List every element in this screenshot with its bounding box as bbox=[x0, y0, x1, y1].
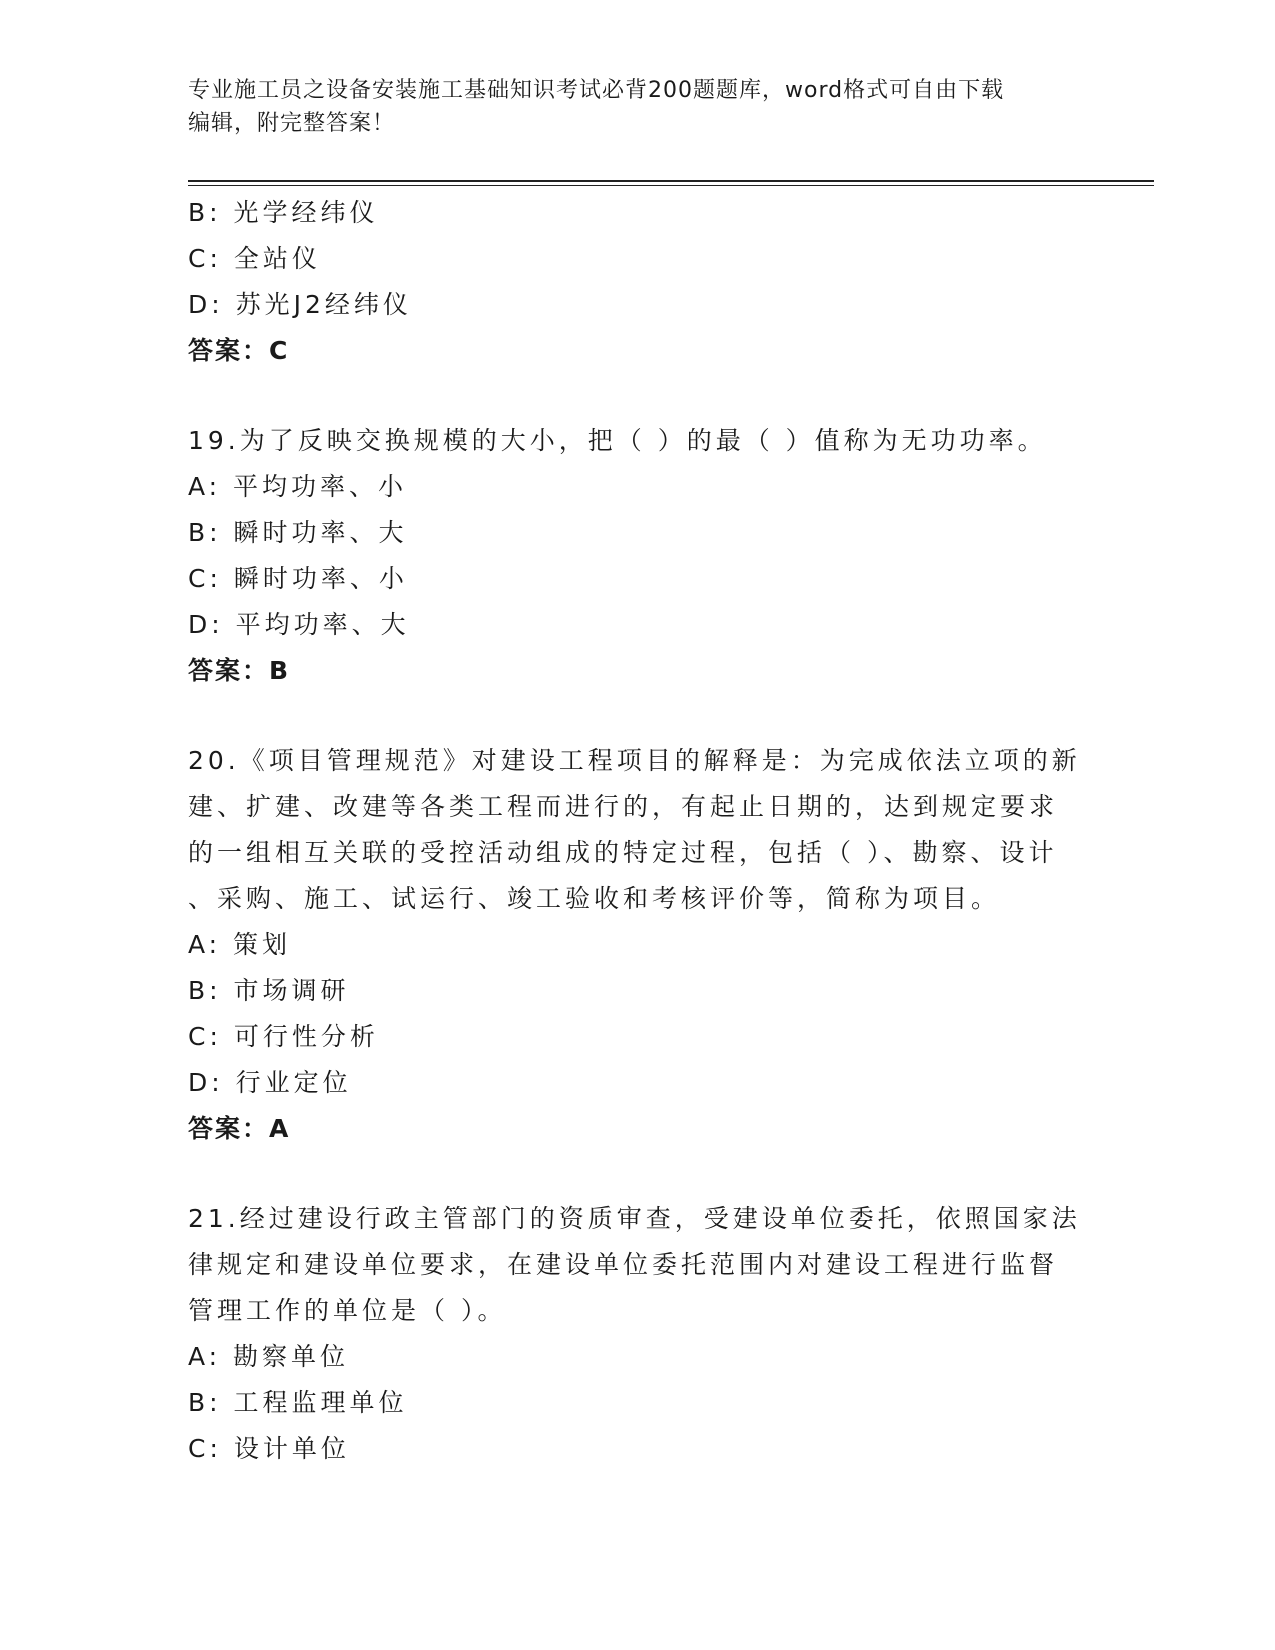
option-a: A: 平均功率、小 bbox=[188, 472, 408, 501]
option-b: B: 市场调研 bbox=[188, 976, 350, 1005]
header-divider-thin bbox=[188, 185, 1154, 186]
question-text-line-1: 21.经过建设行政主管部门的资质审查，受建设单位委托，依照国家法 bbox=[188, 1204, 1081, 1233]
option-a: A: 勘察单位 bbox=[188, 1342, 350, 1371]
question-text: 19.为了反映交换规模的大小，把（ ）的最（ ）值称为无功功率。 bbox=[188, 426, 1047, 455]
question-text-line-3: 管理工作的单位是（ ）。 bbox=[188, 1296, 507, 1325]
question-text-line-2: 建、扩建、改建等各类工程而进行的，有起止日期的，达到规定要求 bbox=[188, 792, 1059, 821]
header-divider-thick bbox=[188, 180, 1154, 182]
page-header bbox=[188, 74, 1068, 140]
question-21 bbox=[188, 1196, 1088, 1472]
answer: 答案：C bbox=[188, 336, 290, 365]
question-19 bbox=[188, 418, 1088, 694]
option-c: C: 可行性分析 bbox=[188, 1022, 379, 1051]
option-d: D: 苏光J2经纬仪 bbox=[188, 290, 412, 319]
question-list bbox=[188, 190, 1088, 1472]
option-c: C: 全站仪 bbox=[188, 244, 321, 273]
question-20 bbox=[188, 738, 1088, 1152]
option-d: D: 行业定位 bbox=[188, 1068, 352, 1097]
question-text-line-1: 20.《项目管理规范》对建设工程项目的解释是：为完成依法立项的新 bbox=[188, 746, 1081, 775]
option-c: C: 瞬时功率、小 bbox=[188, 564, 408, 593]
option-b: B: 工程监理单位 bbox=[188, 1388, 408, 1417]
question-text-line-2: 律规定和建设单位要求，在建设单位委托范围内对建设工程进行监督 bbox=[188, 1250, 1059, 1279]
question-text-line-4: 、采购、施工、试运行、竣工验收和考核评价等，简称为项目。 bbox=[188, 884, 1001, 913]
answer: 答案：A bbox=[188, 1114, 291, 1143]
option-b: B: 光学经纬仪 bbox=[188, 198, 379, 227]
option-d: D: 平均功率、大 bbox=[188, 610, 410, 639]
answer: 答案：B bbox=[188, 656, 291, 685]
header-title-line-1: 专业施工员之设备安装施工基础知识考试必背200题题库，word格式可自由下载 bbox=[188, 78, 1005, 103]
option-a: A: 策划 bbox=[188, 930, 292, 959]
question-18 bbox=[188, 190, 1088, 374]
option-b: B: 瞬时功率、大 bbox=[188, 518, 408, 547]
option-c: C: 设计单位 bbox=[188, 1434, 350, 1463]
question-text-line-3: 的一组相互关联的受控活动组成的特定过程，包括（ ）、勘察、设计 bbox=[188, 838, 1058, 867]
header-title-line-2: 编辑，附完整答案！ bbox=[188, 111, 396, 136]
